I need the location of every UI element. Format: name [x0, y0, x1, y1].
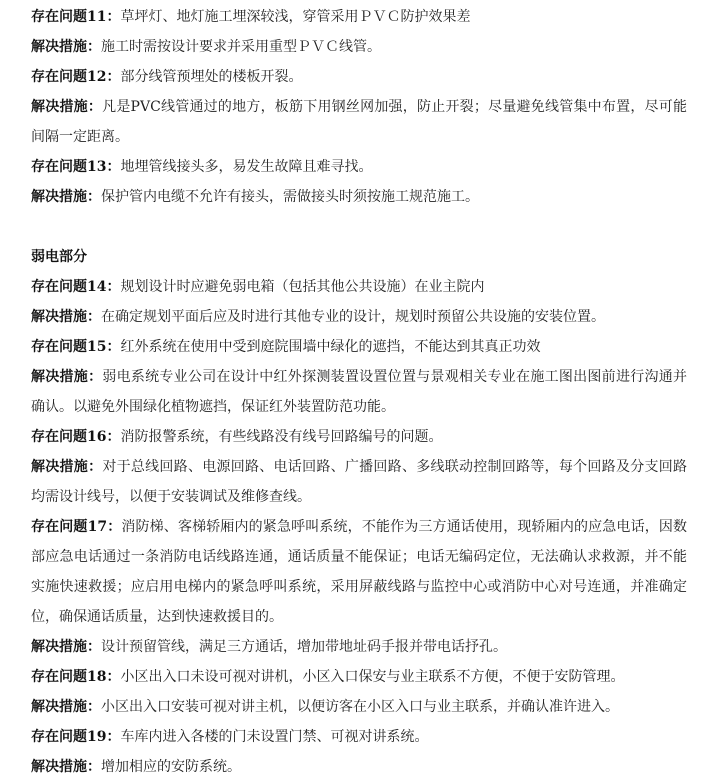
solution-paragraph: [31, 302, 687, 332]
issue-text: 小区出入口未设可视对讲机，小区入口保安与业主联系不方便，不便于安防管理。: [120, 669, 625, 685]
solution-label: 解决措施：: [31, 39, 101, 55]
solution-label: 解决措施：: [31, 459, 103, 475]
solution-paragraph: [31, 182, 687, 212]
solution-text: 保护管内电缆不允许有接头，需做接头时须按施工规范施工。: [101, 189, 479, 205]
issue-label: 存在问题19：: [31, 729, 121, 745]
solution-label: 解决措施：: [31, 309, 101, 325]
solution-text: 小区出入口安装可视对讲主机，以便访客在小区入口与业主联系，并确认准许进入。: [101, 699, 619, 715]
issue-label: 存在问题16：: [31, 429, 121, 445]
issue-paragraph: [31, 662, 687, 692]
issue-label: 存在问题18：: [31, 669, 121, 685]
issue-paragraph: [31, 512, 687, 632]
solution-paragraph: [31, 452, 687, 512]
issue-label: 存在问题17：: [31, 519, 122, 535]
solution-text: 对于总线回路、电源回路、电话回路、广播回路、多线联动控制回路等，每个回路及分支回路均需设计线号，以便于安装调试及维修查线。: [31, 459, 688, 505]
issue-text: 草坪灯、地灯施工埋深较浅，穿管采用ＰＶＣ防护效果差: [120, 9, 471, 25]
solution-paragraph: [31, 752, 687, 782]
issue-text: 地埋管线接头多，易发生故障且难寻找。: [120, 159, 373, 175]
solution-label: 解决措施：: [31, 759, 101, 775]
issue-paragraph: [31, 2, 687, 32]
issue-text: 规划设计时应避免弱电箱（包括其他公共设施）在业主院内: [120, 279, 485, 295]
solution-text: 凡是PVC线管通过的地方，板筋下用钢丝网加强，防止开裂；尽量避免线管集中布置，尽可能间隔一定距离。: [31, 99, 687, 145]
solution-label: 解决措施：: [31, 639, 101, 655]
solution-text: 施工时需按设计要求并采用重型ＰＶＣ线管。: [101, 39, 381, 55]
solution-label: 解决措施：: [31, 369, 103, 385]
section-gap: [31, 212, 687, 242]
solution-paragraph: [31, 632, 687, 662]
solution-text: 弱电系统专业公司在设计中红外探测装置设置位置与景观相关专业在施工图出图前进行沟通并确认。以避免外围绿化植物遮挡，保证红外装置防范功能。: [31, 369, 688, 415]
section-title: 弱电部分: [31, 249, 87, 265]
issue-paragraph: [31, 332, 687, 362]
issues-group-low-voltage: [31, 272, 687, 782]
solution-text: 设计预留管线，满足三方通话，增加带地址码手报并带电话抒孔。: [101, 639, 507, 655]
solution-label: 解决措施：: [31, 99, 103, 115]
solution-text: 增加相应的安防系统。: [101, 759, 241, 775]
solution-paragraph: [31, 362, 687, 422]
issue-text: 部分线管预埋处的楼板开裂。: [120, 69, 303, 85]
issue-paragraph: [31, 62, 687, 92]
issue-text: 消防报警系统，有些线路没有线号回路编号的问题。: [120, 429, 443, 445]
issue-text: 消防梯、客梯轿厢内的紧急呼叫系统，不能作为三方通话使用，现轿厢内的应急电话，因数部应急电话通过一条消防电话线路连通，通话质量不能保证；电话无编码定位，无法确认求救源，并不能实施快速救援；应启用电梯内的紧急呼叫系统，采用屏蔽线路与监控中心或消防中心对号连通，并准确定位，确保通话质量，达到快速救援目的。: [31, 519, 688, 625]
issue-paragraph: [31, 152, 687, 182]
issue-paragraph: [31, 722, 687, 752]
issue-text: 红外系统在使用中受到庭院围墙中绿化的遮挡，不能达到其真正功效: [120, 339, 541, 355]
issue-paragraph: [31, 272, 687, 302]
solution-label: 解决措施：: [31, 699, 101, 715]
issues-group-lighting: [31, 2, 687, 212]
issue-paragraph: [31, 422, 687, 452]
solution-label: 解决措施：: [31, 189, 101, 205]
issue-label: 存在问题15：: [31, 339, 121, 355]
solution-text: 在确定规划平面后应及时进行其他专业的设计，规划时预留公共设施的安装位置。: [101, 309, 605, 325]
issue-label: 存在问题13：: [31, 159, 121, 175]
solution-paragraph: [31, 692, 687, 722]
issue-label: 存在问题12：: [31, 69, 121, 85]
issue-label: 存在问题14：: [31, 279, 121, 295]
issue-label: 存在问题11：: [31, 9, 121, 25]
issue-text: 车库内进入各楼的门未设置门禁、可视对讲系统。: [120, 729, 429, 745]
solution-paragraph: [31, 92, 687, 152]
solution-paragraph: [31, 32, 687, 62]
